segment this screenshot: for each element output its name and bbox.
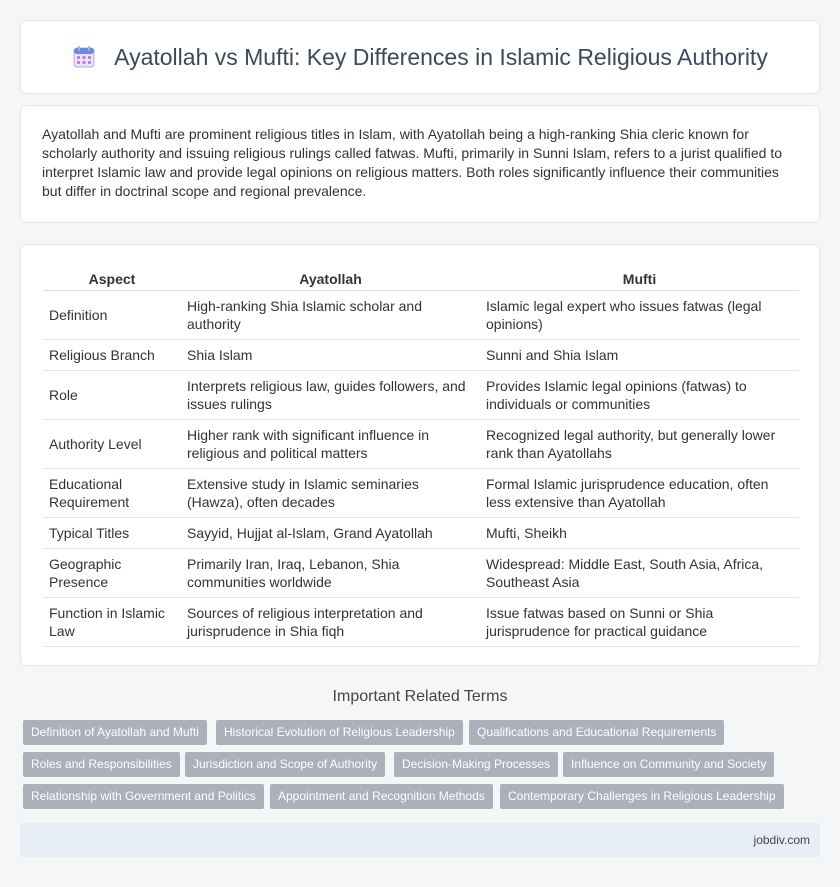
table-cell-ayatollah: Shia Islam xyxy=(181,339,480,370)
column-header-ayatollah: Ayatollah xyxy=(181,265,480,290)
footer xyxy=(20,823,820,857)
table-cell-mufti: Formal Islamic jurisprudence education, often less extensive than Ayatollah xyxy=(480,468,799,517)
comparison-card xyxy=(20,244,820,666)
table-cell-ayatollah: Primarily Iran, Iraq, Lebanon, Shia communities worldwide xyxy=(181,548,480,597)
table-cell-mufti: Issue fatwas based on Sunni or Shia jurisprudence for practical guidance xyxy=(480,597,799,646)
related-term-tag[interactable]: Jurisdiction and Scope of Authority xyxy=(185,752,385,777)
table-cell-aspect: Religious Branch xyxy=(43,339,181,370)
related-term-tag[interactable]: Relationship with Government and Politics xyxy=(23,784,264,809)
comparison-table xyxy=(43,265,799,647)
table-cell-mufti: Islamic legal expert who issues fatwas (legal opinions) xyxy=(480,290,799,339)
column-header-mufti: Mufti xyxy=(480,265,799,290)
related-term-tag[interactable]: Appointment and Recognition Methods xyxy=(270,784,493,809)
table-header-row xyxy=(43,265,799,290)
table-cell-ayatollah: Extensive study in Islamic seminaries (Hawza), often decades xyxy=(181,468,480,517)
related-term-tag[interactable]: Definition of Ayatollah and Mufti xyxy=(23,720,207,745)
related-terms-title: Important Related Terms xyxy=(332,688,508,705)
intro-text: Ayatollah and Mufti are prominent religious titles in Islam, with Ayatollah being a high-ranking Shia cleric known for scholarly authority and issuing religious rulings called fatwas. Mufti, primarily in Sunni Islam, refers to a jurist qualified to interpret Islamic law and provide legal opinions on religious matters. Both roles significantly influence their communities but differ in doctrinal scope and regional prevalence. xyxy=(42,126,782,199)
related-term-tag[interactable]: Roles and Responsibilities xyxy=(23,752,180,777)
table-cell-aspect: Typical Titles xyxy=(43,517,181,548)
related-term-tag[interactable]: Historical Evolution of Religious Leadership xyxy=(216,720,463,745)
table-cell-aspect: Function in Islamic Law xyxy=(43,597,181,646)
related-term-tag[interactable]: Influence on Community and Society xyxy=(563,752,774,777)
table-cell-aspect: Educational Requirement xyxy=(43,468,181,517)
table-row xyxy=(43,339,799,370)
page-title: Ayatollah vs Mufti: Key Differences in Islamic Religious Authority xyxy=(114,43,768,70)
table-row xyxy=(43,517,799,548)
header xyxy=(20,20,820,94)
table-cell-aspect: Role xyxy=(43,370,181,419)
table-cell-mufti: Sunni and Shia Islam xyxy=(480,339,799,370)
table-cell-ayatollah: High-ranking Shia Islamic scholar and authority xyxy=(181,290,480,339)
column-header-aspect: Aspect xyxy=(43,265,181,290)
table-row xyxy=(43,290,799,339)
table-row xyxy=(43,548,799,597)
table-cell-aspect: Definition xyxy=(43,290,181,339)
table-cell-mufti: Mufti, Sheikh xyxy=(480,517,799,548)
table-row xyxy=(43,419,799,468)
table-row xyxy=(43,468,799,517)
table-row xyxy=(43,370,799,419)
table-cell-mufti: Provides Islamic legal opinions (fatwas) to individuals or communities xyxy=(480,370,799,419)
calendar-icon xyxy=(72,45,96,69)
footer-site-link[interactable]: jobdiv.com xyxy=(753,833,810,847)
table-cell-ayatollah: Sayyid, Hujjat al-Islam, Grand Ayatollah xyxy=(181,517,480,548)
table-cell-ayatollah: Higher rank with significant influence in religious and political matters xyxy=(181,419,480,468)
related-term-tag[interactable]: Contemporary Challenges in Religious Leadership xyxy=(500,784,784,809)
table-cell-aspect: Geographic Presence xyxy=(43,548,181,597)
table-cell-ayatollah: Interprets religious law, guides followers, and issues rulings xyxy=(181,370,480,419)
intro-card xyxy=(20,105,820,223)
related-term-tag[interactable]: Qualifications and Educational Requirements xyxy=(469,720,724,745)
table-cell-mufti: Recognized legal authority, but generally lower rank than Ayatollahs xyxy=(480,419,799,468)
table-cell-mufti: Widespread: Middle East, South Asia, Africa, Southeast Asia xyxy=(480,548,799,597)
table-cell-ayatollah: Sources of religious interpretation and jurisprudence in Shia fiqh xyxy=(181,597,480,646)
table-cell-aspect: Authority Level xyxy=(43,419,181,468)
related-term-tag[interactable]: Decision-Making Processes xyxy=(394,752,558,777)
table-row xyxy=(43,597,799,646)
